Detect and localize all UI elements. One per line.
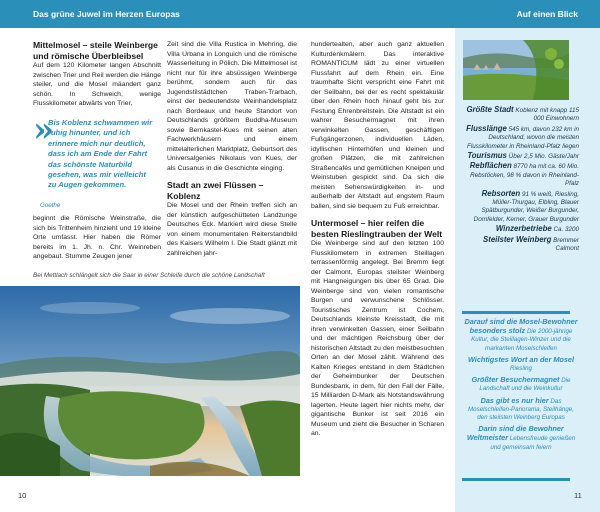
paragraph: Die Mosel und der Rhein treffen sich an der künstlich aufgeschütteten Landzunge Deutsches Eck. Markiert wird diese Stelle von einem monumentalen Reiterstandbild des Kaisers Wilhelm I. Die Stadt glänzt mit zahlreichen jahr-: [167, 202, 297, 257]
saar-loop-photo: [0, 286, 300, 476]
fact-item: Steilster Weinberg Bremmer Calmont: [483, 234, 579, 253]
column-1-continued: [33, 214, 161, 262]
column-1: [33, 40, 161, 109]
tip-item: Wichtigstes Wort an der Mosel Riesling: [467, 354, 575, 373]
page-number-left: 10: [18, 491, 27, 500]
facts-list: [463, 106, 579, 255]
fact-item: Winzerbetriebe Ca. 3200: [495, 224, 579, 234]
section-heading-untermosel: Untermosel – hier reifen die besten Rieslingtrauben der Welt: [311, 218, 443, 239]
moselle-town-photo: [463, 40, 569, 100]
section-heading-koblenz: Stadt an zwei Flüssen – Koblenz: [167, 180, 264, 201]
quote-author: Goethe: [40, 202, 61, 209]
column-3: [311, 40, 444, 439]
running-head-left: Das grüne Juwel im Herzen Europas: [33, 9, 180, 19]
paragraph: Zeit sind die Villa Rustica in Mehring, die Villa Urbana in Longuich und die römische Wasserleitung in Pölich. Die Mittelmosel ist nicht nur für ihre absüssigen Weinberge berühmt, sondern auch für das Jugendstilstädtchen Traben-Trarbach, einst der bedeutendste Weinhandelsplatz nach Bordeaux und heute Standort von Deutschlands größtem Buddha-Museum sowie Bernkastel-Kues mit seinen alten Fachwerkhäusern und einem mittelalterlichen Marktplatz, Geburtsort des Universalgenies Nikolaus von Kues, der als Cusanus in die Geschichte einging.: [167, 41, 297, 172]
goethe-quote: Bis Koblenz schwammen wir ruhig hinunter, und ich erinnere mich nur deutlich, dass ich am Ende der Fahrt das schönste Naturbild gesehen, was mir vielleicht zu Augen gekommen.: [48, 118, 153, 190]
header-bar-left: [0, 0, 455, 28]
tip-item: Darin sind die Bewohner Weltmeister Lebensfreude genießen und gemeinsam feiern: [466, 424, 576, 451]
column-2: [167, 40, 297, 258]
fact-item: Flusslänge 545 km, davon 232 km in Deutschland, wovon die meisten Flusskilometer in Rheinland-Pfalz liegen: [466, 123, 579, 150]
paragraph: beginnt die Römische Weinstraße, die sich bis Trittenheim hinzieht und 19 kleine Orte umfasst. Hier haben die Römer bereits im 1. Jh. n. Chr. Weinreben angebaut. Stumme Zeugen jener: [33, 215, 161, 260]
fact-item: Größte Stadt Koblenz mit knapp 115 000 Einwohnern: [466, 105, 579, 123]
header-bar-right: [455, 0, 600, 28]
sidebar-divider: [462, 311, 570, 314]
fact-item: Rebflächen 8770 ha mit ca. 60 Mio. Rebstöcken, 98 % davon in Rheinland-Pfalz: [469, 161, 579, 188]
tip-item: Das gibt es nur hier Das Moselschleifen-Panorama, Steilhänge, den steilsten Weinberg Europas: [468, 395, 574, 422]
paragraph: Auf dem 120 Kilometer langen Abschnitt zwischen Trier und Reil werden die Hänge steiler, und die Mosel mäandert ganz schön. In Schweich, wenige Flusskilometer abwärts von Trier,: [33, 62, 161, 107]
tip-item: Darauf sind die Mosel-Bewohner besonders stolz Die 2000-jährige Kultur, die Steillagen-Winzer und die markanten Moselschleifen: [464, 317, 578, 352]
page-number-right: 11: [574, 491, 582, 500]
tips-list: [463, 318, 579, 455]
sidebar-divider-bottom: [462, 478, 570, 481]
photo-caption: Bei Mettlach schlängelt sich die Saar in einer Schleife durch die schöne Landschaft: [33, 272, 265, 279]
running-head-right: Auf einen Blick: [516, 9, 578, 19]
quote-mark-icon: »: [33, 110, 55, 150]
fact-item: Rebsorten 91 % weiß, Riesling, Müller-Thurgau, Elbling, Blauer Spätburgunder, Weißer Burgunder, Dornfelder, Kerner, Grauer Burgunder: [473, 188, 579, 223]
paragraph: Die Weinberge sind auf den letzten 100 Flusskilometern in extremen Steillagen terrassenförmig angelegt. Bei Bremm liegt der Calmont, Europas steilster Weinberg mit Hangneigungen bis über 65 Grad. Die Weinberge sind von vielen romantische Burgen und verwunschene Schlösser. Touristisches Zentrum ist Cochem, Deutschlands kleinste Kreisstadt, die mit ihren verwinkelten Gassen, einer Seilbahn und der mächtigen Reichsburg über der historischen Altstadt zu den meistbesuchten Orten an der Mosel zählt. Während des Kalten Krieges entstand in dem Städtchen der Geheimbunker der Deutschen Bundesbank, in dem, für den Fall der Fälle, 15 Milliarden D-Mark als Notstandswährung lagerten. Heute lagert hier nichts mehr, der gigantische Bunker ist seit 2016 ein Museum und zieht die Besucher in Scharen an.: [311, 240, 444, 437]
section-heading-mittelmosel: Mittelmosel – steile Weinberge und römische Überbleibsel: [33, 40, 158, 61]
tip-item: Größter Besuchermagnet Die Landschaft und die Weinkultur: [471, 375, 571, 393]
fact-item: Tourismus Über 2,5 Mio. Gäste/Jahr: [467, 151, 579, 161]
paragraph: hundertealten, aber auch ganz aktuellen Kulturdenkmälern. Das interaktive ROMANTICUM lädt zu einer virtuellen Flussfahrt auf dem Rhein ein. Eine traumhafte Sicht verspricht eine Fahrt mit der Seilbahn, bei der es recht spektakulär über den Rhein hoch hinauf geht bis zur Festung Ehrenbreitstein. Die Altstadt ist ein wahrer Besuchermagnet mit ihren verwinkelten Gassen, geschäftigen Fußgängerzonen, individuellen Läden, idyllischen Hinterhöfen und kleinen und großen Plätzen, die mit zahlreichen Straßencafés und gemütlichen Kneipen und Weinstuben gespickt sind. Da sich die meisten Sehenswürdigkeiten in- und außerhalb der Altstadt auf engstem Raum ballen, sind sie bequem zu Fuß erreichbar.: [311, 41, 444, 210]
